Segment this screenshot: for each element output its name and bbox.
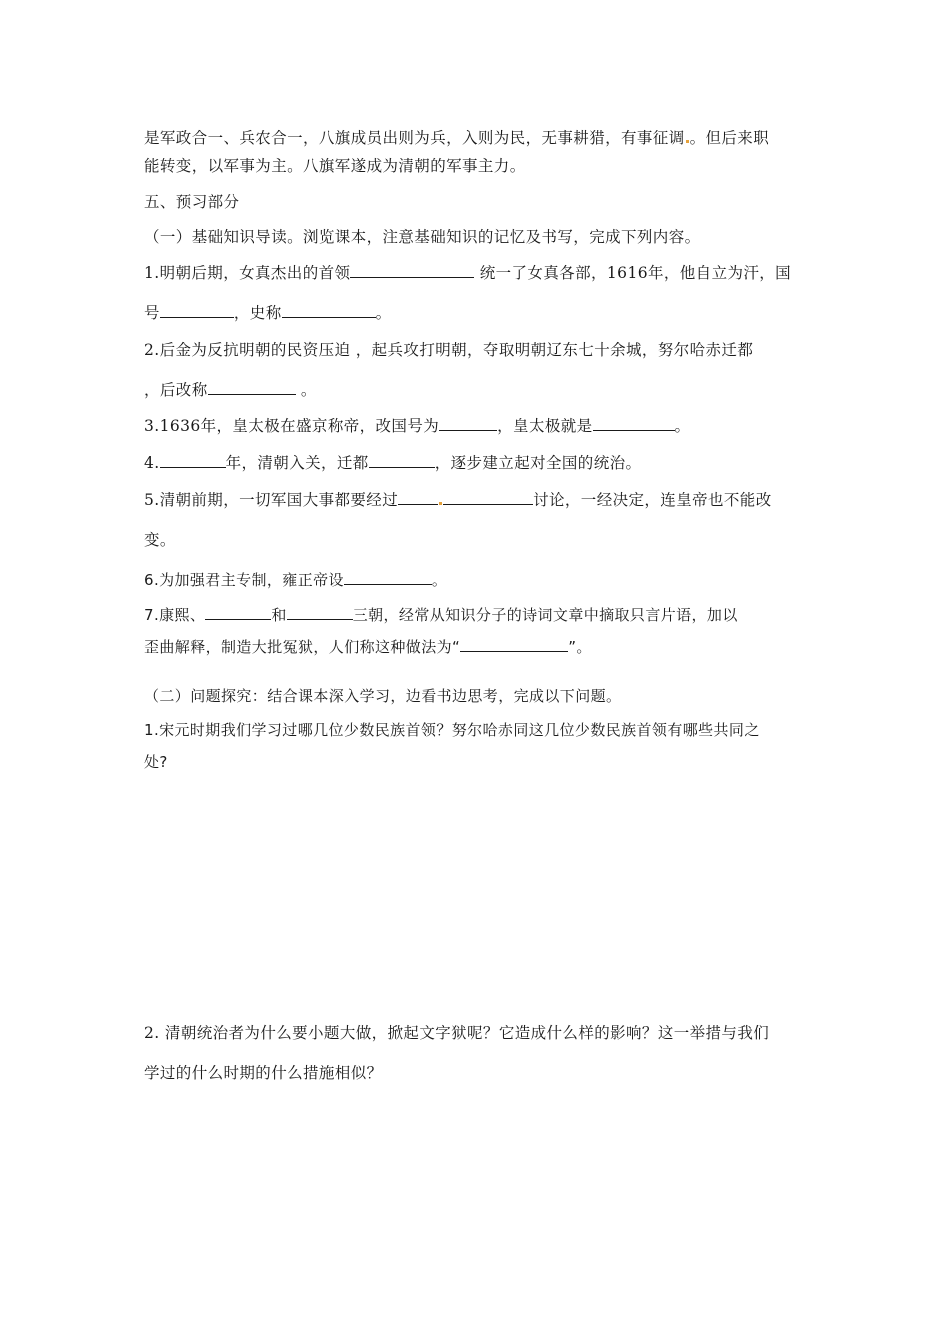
question-text: ，后改称 bbox=[144, 381, 208, 399]
question-text: 4. bbox=[144, 454, 160, 472]
question-2-line-2 bbox=[144, 380, 317, 400]
intro-line-2: 能转变，以军事为主。八旗军遂成为清朝的军事主力。 bbox=[144, 157, 526, 175]
question-5-line-1 bbox=[144, 490, 772, 510]
fill-blank[interactable] bbox=[205, 605, 271, 620]
question-text: 号 bbox=[144, 304, 160, 322]
question-text: 。 bbox=[375, 304, 392, 322]
fill-blank[interactable] bbox=[160, 303, 234, 318]
question-6 bbox=[144, 570, 447, 590]
problem-1-line-2: 处? bbox=[144, 753, 168, 771]
question-text: 和 bbox=[271, 606, 287, 624]
fill-blank[interactable] bbox=[208, 380, 296, 395]
intro-line-1 bbox=[144, 128, 769, 148]
question-text: 。 bbox=[674, 417, 691, 435]
question-2-line-1: 2.后金为反抗明朝的民资压迫 ，起兵攻打明朝，夺取明朝辽东七十余城，努尔哈赤迁都 bbox=[144, 341, 754, 359]
question-text: 3.1636年，皇太极在盛京称帝，改国号为 bbox=[144, 417, 440, 435]
problem-1-line-1: 1.宋元时期我们学习过哪几位少数民族首领？努尔哈赤同这几位少数民族首领有哪些共同之 bbox=[144, 721, 760, 739]
question-text: 1.明朝后期，女真杰出的首领 bbox=[144, 264, 351, 282]
fill-blank[interactable] bbox=[439, 416, 497, 431]
question-text: 讨论，一经决定，连皇帝也不能改 bbox=[533, 491, 772, 509]
intro-text: 是军政合一、兵农合一，八旗成员出则为兵，入则为民，无事耕猎，有事征调 bbox=[144, 129, 685, 147]
question-1-line-1 bbox=[144, 263, 791, 283]
question-5-line-2: 变。 bbox=[144, 531, 176, 549]
question-text: 年，清朝入关，迁都 bbox=[225, 454, 369, 472]
question-text: ，史称 bbox=[233, 304, 282, 322]
intro-text: 。但后来职 bbox=[689, 129, 770, 147]
annotation-mark bbox=[686, 140, 689, 143]
part1-title: （一）基础知识导读。浏览课本，注意基础知识的记忆及书写，完成下列内容。 bbox=[144, 228, 701, 246]
problem-2-line-2: 学过的什么时期的什么措施相似？ bbox=[144, 1064, 383, 1082]
question-3 bbox=[144, 416, 690, 436]
fill-blank[interactable] bbox=[287, 605, 353, 620]
question-text: 7.康熙、 bbox=[144, 606, 206, 624]
question-text: 5.清朝前期，一切军国大事都要经过 bbox=[144, 491, 399, 509]
question-text: 统一了女真各部，1616年，他自立为汗，国 bbox=[474, 264, 792, 282]
question-4 bbox=[144, 453, 641, 473]
question-text: 6.为加强君主专制，雍正帝设 bbox=[144, 571, 344, 589]
question-text: ，皇太极就是 bbox=[497, 417, 593, 435]
section-title: 五、预习部分 bbox=[144, 193, 240, 211]
question-text: 。 bbox=[431, 571, 448, 589]
question-text: ”。 bbox=[568, 638, 592, 656]
fill-blank[interactable] bbox=[593, 416, 675, 431]
question-text: ，逐步建立起对全国的统治。 bbox=[434, 454, 642, 472]
question-text: 歪曲解释，制造大批冤狱，人们称这种做法为“ bbox=[144, 638, 461, 656]
fill-blank[interactable] bbox=[398, 490, 438, 505]
problem-2-line-1: 2. 清朝统治者为什么要小题大做，掀起文字狱呢？它造成什么样的影响？这一举措与我们 bbox=[144, 1024, 770, 1042]
fill-blank[interactable] bbox=[460, 637, 568, 652]
fill-blank[interactable] bbox=[369, 453, 435, 468]
part2-title: （二）问题探究：结合课本深入学习，边看书边思考，完成以下问题。 bbox=[144, 687, 622, 705]
fill-blank[interactable] bbox=[443, 490, 533, 505]
question-1-line-2 bbox=[144, 303, 392, 323]
question-text: 。 bbox=[295, 381, 317, 399]
question-7-line-1 bbox=[144, 605, 738, 625]
question-text: 三朝，经常从知识分子的诗词文章中摘取只言片语，加以 bbox=[352, 606, 738, 624]
fill-blank[interactable] bbox=[282, 303, 376, 318]
fill-blank[interactable] bbox=[344, 570, 432, 585]
annotation-mark bbox=[439, 502, 442, 505]
question-7-line-2 bbox=[144, 637, 592, 657]
fill-blank[interactable] bbox=[350, 263, 474, 278]
fill-blank[interactable] bbox=[160, 453, 226, 468]
